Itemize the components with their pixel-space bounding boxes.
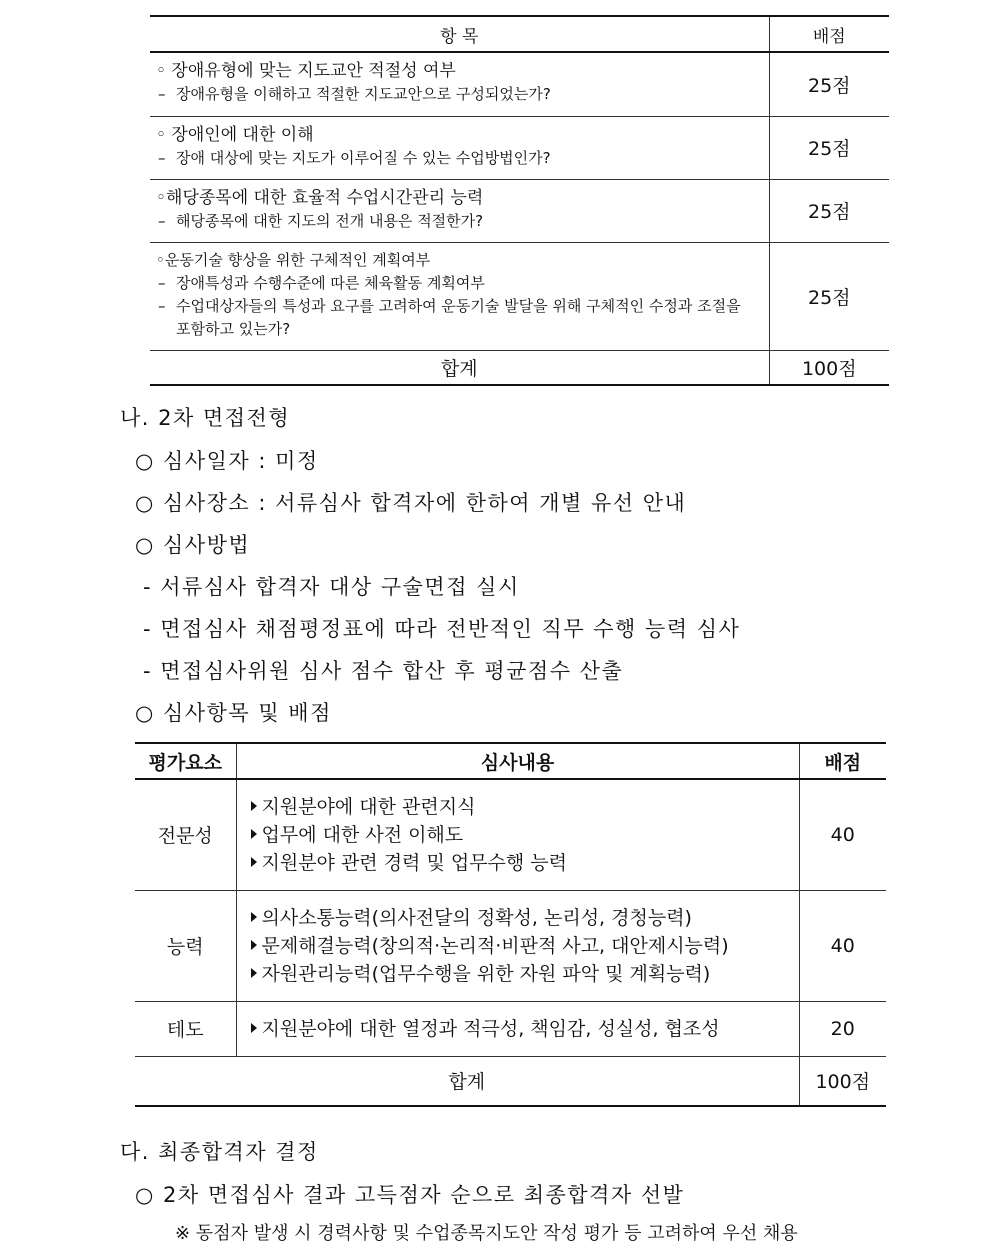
- criterion-bullet: 자원관리능력(업무수행을 위한 자원 파악 및 계획능력): [261, 962, 711, 985]
- section-item: ○ 심사장소 : 서류심사 합격자에 한하여 개별 유선 안내: [135, 491, 687, 515]
- criterion-bullet: 업무에 대한 사전 이해도: [261, 823, 464, 846]
- total-points: 100점: [799, 1056, 886, 1106]
- criterion-title: ◦운동기술 향상을 위한 구체적인 계획여부: [156, 251, 431, 269]
- criterion-score: 25점: [769, 52, 889, 116]
- table-header-row: [150, 16, 889, 52]
- triangle-bullet-icon: [251, 940, 257, 950]
- criterion-bullet: 문제해결능력(창의적·논리적·비판적 사고, 대안제시능력): [261, 934, 729, 957]
- table-row: [135, 779, 886, 890]
- note-text: ※ 동점자 발생 시 경력사항 및 수업종목지도안 작성 평가 등 고려하여 우선 채용: [175, 1223, 798, 1244]
- criterion-title: ◦ 장애인에 대한 이해: [156, 124, 314, 145]
- criterion-detail: 장애유형을 이해하고 적절한 지도교안으로 구성되었는가?: [176, 85, 551, 104]
- section-item: ○ 심사방법: [135, 533, 251, 557]
- criterion-title: ◦해당종목에 대한 효율적 수업시간관리 능력: [156, 187, 484, 208]
- table-row: ◦운동기술 향상을 위한 구체적인 계획여부 – 장애특성과 수행수준에 따른 체육활동 계획여부 – 수업대상자들의 특성과 요구를 고려하여 운동기술 발달을 위해 구체적인 수정과 조절을 포함하고 있는가? 25점: [150, 242, 889, 350]
- total-score: 100점: [769, 350, 889, 385]
- triangle-bullet-icon: [251, 912, 257, 922]
- table-header-row: [135, 743, 886, 779]
- criterion-detail: 해당종목에 대한 지도의 전개 내용은 적절한가?: [176, 211, 484, 230]
- table-row: ◦해당종목에 대한 효율적 수업시간관리 능력 – 해당종목에 대한 지도의 전개 내용은 적절한가? 25점: [150, 179, 889, 242]
- criterion-bullet: 지원분야 관련 경력 및 업무수행 능력: [261, 851, 568, 874]
- criterion-bullet: 지원분야에 대한 열정과 적극성, 책임감, 성실성, 협조성: [261, 1017, 720, 1040]
- triangle-bullet-icon: [251, 801, 257, 811]
- points-cell: 40: [799, 779, 886, 890]
- total-row: [135, 1056, 886, 1106]
- category-cell: 테도: [166, 1019, 204, 1041]
- total-row: [150, 350, 889, 385]
- criterion-bullet: 의사소통능력(의사전달의 정확성, 논리성, 경청능력): [261, 906, 692, 929]
- points-cell: 20: [799, 1001, 886, 1056]
- criterion-title: ◦ 장애유형에 맞는 지도교안 적절성 여부: [156, 61, 456, 82]
- header-category: 평가요소: [148, 751, 222, 774]
- header-points: 배점: [799, 743, 886, 779]
- header-content: 심사내용: [236, 743, 799, 779]
- section-subitem: - 면접심사 채점평정표에 따라 전반적인 직무 수행 능력 심사: [143, 617, 741, 641]
- criterion-detail: 장애특성과 수행수준에 따른 체육활동 계획여부: [176, 274, 485, 292]
- triangle-bullet-icon: [251, 829, 257, 839]
- section-item: ○ 심사일자 : 미정: [135, 449, 319, 473]
- points-cell: 40: [799, 890, 886, 1001]
- triangle-bullet-icon: [251, 968, 257, 978]
- criterion-bullet: 지원분야에 대한 관련지식: [261, 795, 476, 818]
- triangle-bullet-icon: [251, 857, 257, 867]
- total-label: 합계: [440, 357, 478, 380]
- criterion-detail: 장애 대상에 맞는 지도가 이루어질 수 있는 수업방법인가?: [176, 148, 551, 167]
- table-row: [135, 1001, 886, 1056]
- table-row: ◦ 장애인에 대한 이해 – 장애 대상에 맞는 지도가 이루어질 수 있는 수업방법인가? 25점: [150, 116, 889, 179]
- total-label: 합계: [448, 1071, 486, 1094]
- category-cell: 전문성: [157, 825, 213, 848]
- section-subitem: - 면접심사위원 심사 점수 합산 후 평균점수 산출: [143, 659, 624, 683]
- table-row: ◦ 장애유형에 맞는 지도교안 적절성 여부 – 장애유형을 이해하고 적절한 지도교안으로 구성되었는가? 25점: [150, 52, 889, 116]
- section-subitem: - 서류심사 합격자 대상 구술면접 실시: [143, 575, 520, 599]
- interview-score-table: [135, 742, 886, 1107]
- triangle-bullet-icon: [251, 1023, 257, 1033]
- section-title: 다. 최종합격자 결정: [120, 1140, 319, 1164]
- header-score: 배점: [769, 16, 889, 52]
- category-cell: 능력: [166, 936, 204, 958]
- table-row: [135, 890, 886, 1001]
- teaching-plan-score-table: [150, 15, 889, 386]
- criterion-score: 25점: [769, 242, 889, 350]
- section-item: ○ 심사항목 및 배점: [135, 701, 332, 725]
- header-item: 항 목: [440, 26, 479, 47]
- section-item: ○ 2차 면접심사 결과 고득점자 순으로 최종합격자 선발: [135, 1183, 685, 1207]
- criterion-score: 25점: [769, 116, 889, 179]
- section-title: 나. 2차 면접전형: [120, 406, 291, 430]
- criterion-score: 25점: [769, 179, 889, 242]
- criterion-detail: 수업대상자들의 특성과 요구를 고려하여 운동기술 발달을 위해 구체적인 수정과 조절을 포함하고 있는가?: [176, 297, 741, 338]
